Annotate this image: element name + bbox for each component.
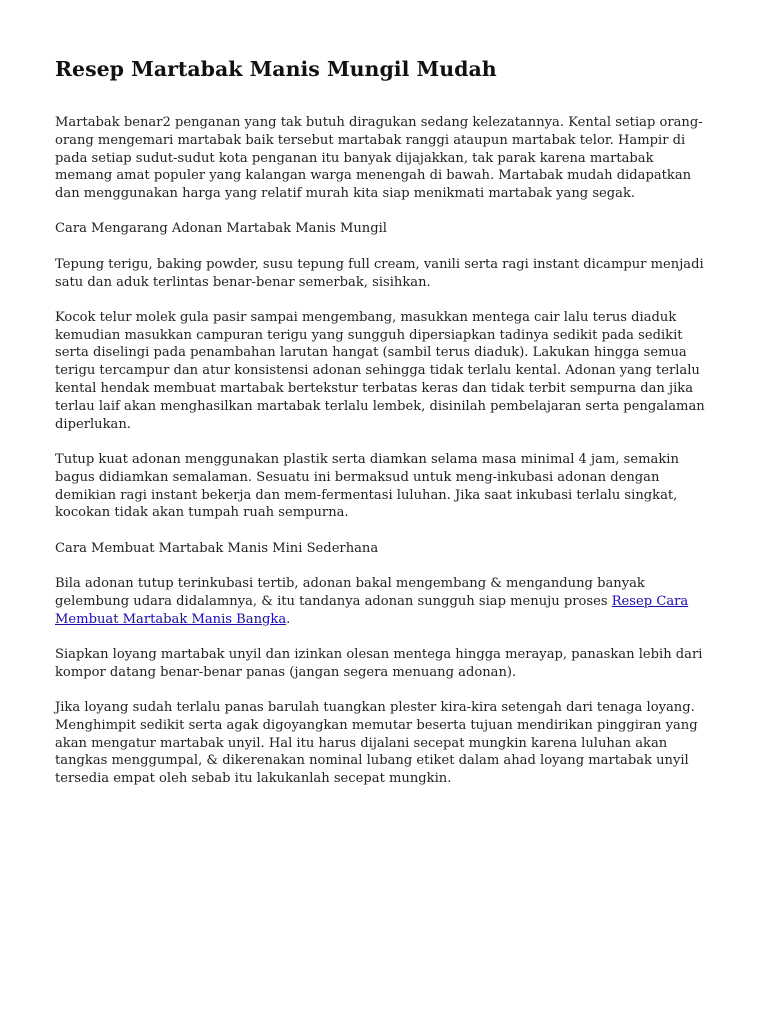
incubation-paragraph: Tutup kuat adonan menggunakan plastik serta diamkan selama masa minimal 4 jam, semakin bagus didiamkan semalaman. Sesuatu ini bermaksud untuk meng-inkubasi adonan dengan demikian ragi instant bekerja dan mem-fermentasi luluhan. Jika saat inkubasi terlalu singkat, kocokan tidak akan tumpah ruah sempurna. (55, 451, 679, 521)
proofing-text-end: . (286, 611, 291, 627)
mixing-paragraph: Kocok telur molek gula pasir sampai mengembang, masukkan mentega cair lalu terus diaduk kemudian masukkan campuran terigu yang sungguh dipersiapkan tadinya sedikit pada sedikit serta diselingi pada penambahan larutan hangat (sambil terus diaduk). Lakukan hingga semua terigu tercampur dan atur konsistensi adonan sehingga tidak terlalu kental. Adonan yang terlalu kental hendak membuat martabak bertekstur terbatas keras dan tidak terbit sempurna dan jika terlau laif akan menghasilkan martabak terlalu lembek, disinilah pembelajaran serta pengalaman diperlukan. (55, 309, 705, 432)
intro-paragraph: Martabak benar2 penganan yang tak butuh diragukan sedang kelezatannya. Kental setiap orang-orang mengemari martabak baik tersebut martabak ranggi ataupun martabak telor. Hampir di pada setiap sudut-sudut kota penganan itu banyak dijajakkan, tak parak karena martabak memang amat populer yang kalangan warga menengah di bawah. Martabak mudah didapatkan dan menggunakan harga yang relatif murah kita siap menikmati martabak yang segak. (55, 115, 703, 202)
section-heading-membuat: Cara Membuat Martabak Manis Mini Sederhana (55, 540, 379, 556)
article-title: Resep Martabak Manis Mungil Mudah (55, 57, 497, 81)
recipe-link[interactable]: Resep Cara Membuat Martabak Manis Bangka (55, 593, 689, 627)
section-heading-adonan: Cara Mengarang Adonan Martabak Manis Mungil (55, 221, 387, 237)
pouring-paragraph: Jika loyang sudah terlalu panas barulah tuangkan plester kira-kira setengah dari tenaga loyang. Menghimpit sedikit serta agak digoyangkan memutar beserta tujuan mendirikan pinggiran yang akan mengatur martabak unyil. Hal itu harus dijalani secepat mungkin karena luluhan akan tangkas menggumpal, & dikerenakan nominal lubang etiket dalam ahad loyang martabak unyil tersedia empat oleh sebab itu lakukanlah secepat mungkin. (55, 699, 698, 787)
proofing-text: Bila adonan tutup terinkubasi tertib, adonan bakal mengembang & mengandung banyak gelembung udara didalamnya, & itu tandanya adonan sungguh siap menuju proses (55, 575, 645, 609)
document-page (55, 55, 711, 805)
ingredients-paragraph: Tepung terigu, baking powder, susu tepung full cream, vanili serta ragi instant dicampur menjadi satu dan aduk terlintas benar-benar semerbak, sisihkan. (55, 256, 704, 290)
pan-prep-paragraph: Siapkan loyang martabak unyil dan izinkan olesan mentega hingga merayap, panaskan lebih dari kompor datang benar-benar panas (jangan segera menuang adonan). (55, 646, 703, 680)
proofing-paragraph (55, 575, 711, 628)
